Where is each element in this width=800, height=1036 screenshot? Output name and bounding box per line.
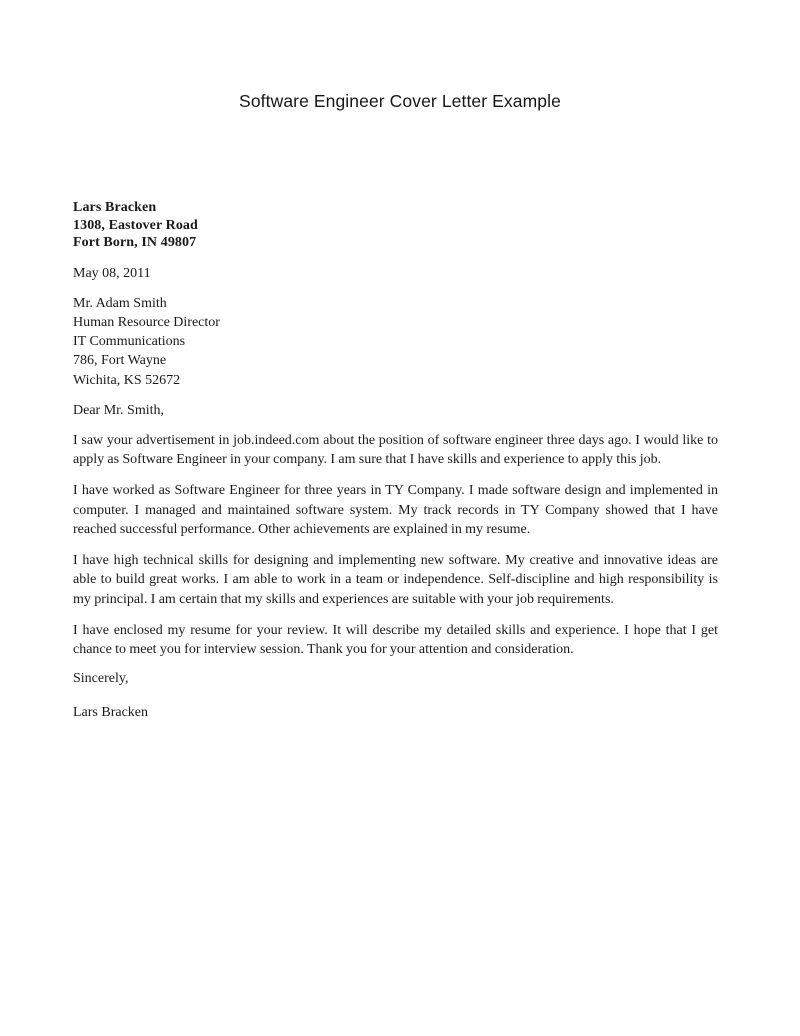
signature-name: Lars Bracken	[73, 704, 149, 720]
letter-paragraph: I saw your advertisement in job.indeed.com about the position of software engineer three days ago. I would like to apply as Software Engineer in your company. I am sure that I have skills and experience to apply this job.	[73, 432, 718, 468]
sender-street: 1308, Eastover Road	[73, 217, 198, 233]
letter-date: May 08, 2011	[73, 265, 151, 281]
letter-paragraphs	[73, 431, 718, 660]
sender-name: Lars Bracken	[73, 200, 157, 215]
recipient-city-state-zip: Wichita, KS 52672	[73, 372, 181, 388]
closing-valediction: Sincerely,	[73, 670, 129, 686]
recipient-job-title: Human Resource Director	[73, 314, 220, 330]
recipient-address-block	[73, 294, 718, 390]
recipient-name: Mr. Adam Smith	[73, 295, 167, 311]
cover-letter-body	[73, 199, 718, 722]
letter-paragraph: I have worked as Software Engineer for three years in TY Company. I made software design and implemented in computer. I managed and maintained software system. My track records in TY Company showed that I have reached successful performance. Other achievements are explained in my resume.	[73, 482, 718, 538]
letter-paragraph: I have high technical skills for designing and implementing new software. My creative and innovative ideas are able to build great works. I am able to work in a team or independence. Self-discipline and high responsibility is my principal. I am certain that my skills and experiences are suitable with your job requirements.	[73, 552, 718, 607]
sender-city-state-zip: Fort Born, IN 49807	[73, 235, 197, 251]
page-title: Software Engineer Cover Letter Example	[239, 91, 561, 111]
sender-address-block	[73, 199, 718, 252]
recipient-company: IT Communications	[73, 334, 186, 350]
letter-paragraph: I have enclosed my resume for your review. It will describe my detailed skills and experience. I hope that I get chance to meet you for interview session. Thank you for your attention and consideration.	[73, 622, 718, 658]
recipient-street: 786, Fort Wayne	[73, 353, 167, 369]
salutation: Dear Mr. Smith,	[73, 402, 164, 418]
